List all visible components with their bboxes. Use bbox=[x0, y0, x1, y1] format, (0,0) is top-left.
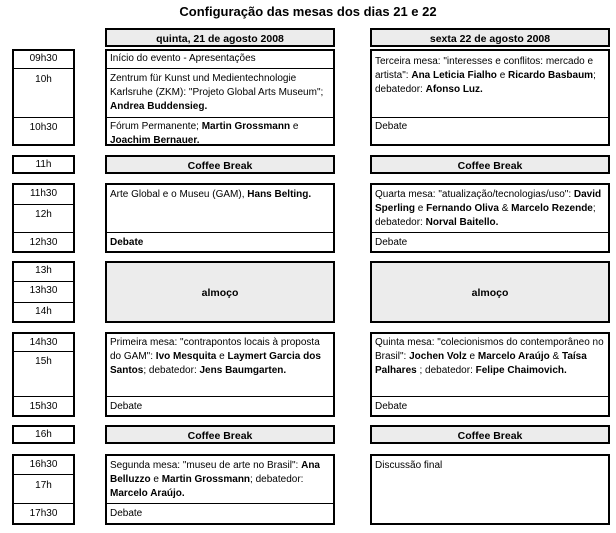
time-label: 12h30 bbox=[29, 237, 58, 248]
text: e bbox=[290, 121, 299, 132]
speaker: Ana Belluzzo bbox=[110, 460, 320, 485]
text: & bbox=[498, 203, 512, 214]
speaker: Marcelo Araújo bbox=[477, 351, 550, 362]
divider bbox=[14, 474, 73, 475]
coffee-break-label: Coffee Break bbox=[457, 160, 523, 172]
speaker: Ana Leticia Fialho bbox=[411, 70, 497, 81]
lunch-label: almoço bbox=[471, 287, 509, 299]
time-label: 17h30 bbox=[29, 508, 58, 519]
divider bbox=[14, 351, 73, 352]
thursday-block-2 bbox=[105, 183, 335, 253]
coffee-break-label: Coffee Break bbox=[187, 430, 253, 442]
friday-lunch bbox=[370, 261, 610, 323]
divider bbox=[14, 302, 73, 303]
speaker: Hans Belting. bbox=[247, 189, 312, 200]
text: ; debatedor: bbox=[375, 70, 596, 95]
divider bbox=[372, 232, 608, 233]
event-zkm bbox=[107, 71, 333, 115]
text: ; debatedor: bbox=[375, 203, 596, 228]
event-second-table bbox=[107, 458, 333, 502]
friday-block-2 bbox=[370, 183, 610, 253]
thursday-coffee-break-1 bbox=[105, 155, 335, 174]
text: e bbox=[216, 351, 228, 362]
event-debate: Debate bbox=[110, 508, 143, 519]
time-label: 16h30 bbox=[29, 459, 58, 470]
text: e bbox=[466, 351, 478, 362]
time-label: 14h bbox=[35, 306, 52, 317]
event-first-table bbox=[107, 335, 333, 379]
text: e bbox=[415, 203, 427, 214]
time-label: 17h bbox=[35, 480, 52, 491]
divider bbox=[14, 503, 73, 504]
event-fourth-table bbox=[372, 187, 608, 231]
thursday-block-4 bbox=[105, 454, 335, 525]
friday-block-3 bbox=[370, 332, 610, 417]
divider bbox=[14, 68, 73, 69]
speaker: Jens Baumgarten. bbox=[199, 365, 287, 376]
event-debate: Debate bbox=[375, 401, 408, 412]
event-debate: Debate bbox=[110, 237, 144, 248]
day-header-thursday bbox=[105, 28, 335, 47]
divider bbox=[107, 68, 333, 69]
event-debate: Debate bbox=[110, 401, 143, 412]
text: Terceira mesa: "interesses e conflitos: mercado e artista": bbox=[375, 56, 594, 81]
time-label: 14h30 bbox=[29, 337, 58, 348]
speaker: Martin Grossmann bbox=[161, 474, 251, 485]
friday-coffee-break-2 bbox=[370, 425, 610, 444]
time-column-coffee-1 bbox=[12, 155, 75, 174]
divider bbox=[107, 503, 333, 504]
event-debate: Debate bbox=[375, 121, 408, 132]
speaker: Ivo Mesquita bbox=[155, 351, 217, 362]
event-third-table bbox=[372, 54, 608, 98]
thursday-lunch bbox=[105, 261, 335, 323]
text: e bbox=[496, 70, 509, 81]
divider bbox=[372, 117, 608, 118]
coffee-break-label: Coffee Break bbox=[457, 430, 523, 442]
friday-block-4 bbox=[370, 454, 610, 525]
speaker: Martin Grossmann bbox=[201, 121, 291, 132]
time-label: 12h bbox=[35, 209, 52, 220]
speaker: Ricardo Basbaum bbox=[508, 70, 594, 81]
time-label: 11h bbox=[35, 159, 52, 170]
text: ; debatedor: bbox=[250, 474, 304, 485]
event-final-discussion: Discussão final bbox=[375, 460, 443, 471]
divider bbox=[107, 232, 333, 233]
coffee-break-label: Coffee Break bbox=[187, 160, 253, 172]
speaker: Afonso Luz. bbox=[425, 84, 483, 95]
speaker: Fernando Oliva bbox=[426, 203, 499, 214]
text: Segunda mesa: "museu de arte no Brasil": bbox=[110, 460, 302, 471]
time-column-block-3 bbox=[12, 332, 75, 417]
text: Primeira mesa: "contrapontos locais à proposta do GAM": bbox=[110, 337, 320, 362]
lunch-label: almoço bbox=[201, 287, 239, 299]
text: Arte Global e o Museu (GAM), bbox=[110, 189, 248, 200]
divider bbox=[107, 117, 333, 118]
speaker: Jochen Volz bbox=[409, 351, 467, 362]
event-opening: Início do evento - Apresentações bbox=[110, 53, 256, 64]
friday-coffee-break-1 bbox=[370, 155, 610, 174]
event-debate: Debate bbox=[375, 237, 408, 248]
event-fifth-table bbox=[372, 335, 608, 379]
text: e bbox=[150, 474, 162, 485]
day-header-label: sexta 22 de agosto 2008 bbox=[429, 33, 551, 45]
text: Zentrum für Kunst und Medientechnologie Karlsruhe (ZKM): "Projeto Global Arts Museum"; bbox=[110, 73, 324, 98]
time-label: 11h30 bbox=[29, 188, 58, 199]
thursday-block-1 bbox=[105, 49, 335, 146]
thursday-block-3 bbox=[105, 332, 335, 417]
text: ; debatedor: bbox=[416, 365, 476, 376]
time-column-block-4 bbox=[12, 454, 75, 525]
divider bbox=[14, 117, 73, 118]
time-label: 10h30 bbox=[29, 122, 58, 133]
text: Fórum Permanente; bbox=[110, 121, 202, 132]
time-label: 16h bbox=[35, 429, 52, 440]
time-label: 15h30 bbox=[29, 401, 58, 412]
time-column-block-2 bbox=[12, 183, 75, 253]
speaker: Andrea Buddensieg. bbox=[110, 101, 208, 112]
divider bbox=[14, 396, 73, 397]
divider bbox=[372, 396, 608, 397]
time-label: 13h30 bbox=[29, 285, 58, 296]
divider bbox=[14, 281, 73, 282]
speaker: Laymert Garcia dos Santos bbox=[110, 351, 321, 376]
friday-block-1 bbox=[370, 49, 610, 146]
event-forum bbox=[107, 119, 333, 149]
speaker: Taísa Palhares bbox=[375, 351, 587, 376]
divider bbox=[107, 396, 333, 397]
speaker: Joachim Bernauer. bbox=[110, 135, 200, 146]
divider bbox=[14, 232, 73, 233]
speaker: Marcelo Araújo. bbox=[110, 488, 185, 499]
text: Quarta mesa: "atualização/tecnologias/uso": bbox=[375, 189, 574, 200]
time-label: 09h30 bbox=[29, 53, 58, 64]
page-title: Configuração das mesas dos dias 21 e 22 bbox=[179, 4, 437, 19]
text: ; debatedor: bbox=[143, 365, 200, 376]
time-label: 15h bbox=[35, 356, 52, 367]
divider bbox=[14, 204, 73, 205]
time-column-lunch bbox=[12, 261, 75, 323]
speaker: Felipe Chaimovich. bbox=[475, 365, 567, 376]
day-header-label: quinta, 21 de agosto 2008 bbox=[156, 33, 284, 45]
time-column-block-1 bbox=[12, 49, 75, 146]
event-gam bbox=[107, 187, 333, 203]
speaker: David Sperling bbox=[375, 189, 602, 214]
day-header-friday bbox=[370, 28, 610, 47]
time-label: 13h bbox=[35, 265, 52, 276]
thursday-coffee-break-2 bbox=[105, 425, 335, 444]
speaker: Norval Baitello. bbox=[425, 217, 499, 228]
time-label: 10h bbox=[35, 74, 52, 85]
text: & bbox=[549, 351, 562, 362]
text: Quinta mesa: "colecionismos do contemporâneo no Brasil": bbox=[375, 337, 604, 362]
speaker: Marcelo Rezende bbox=[511, 203, 593, 214]
time-column-coffee-2 bbox=[12, 425, 75, 444]
